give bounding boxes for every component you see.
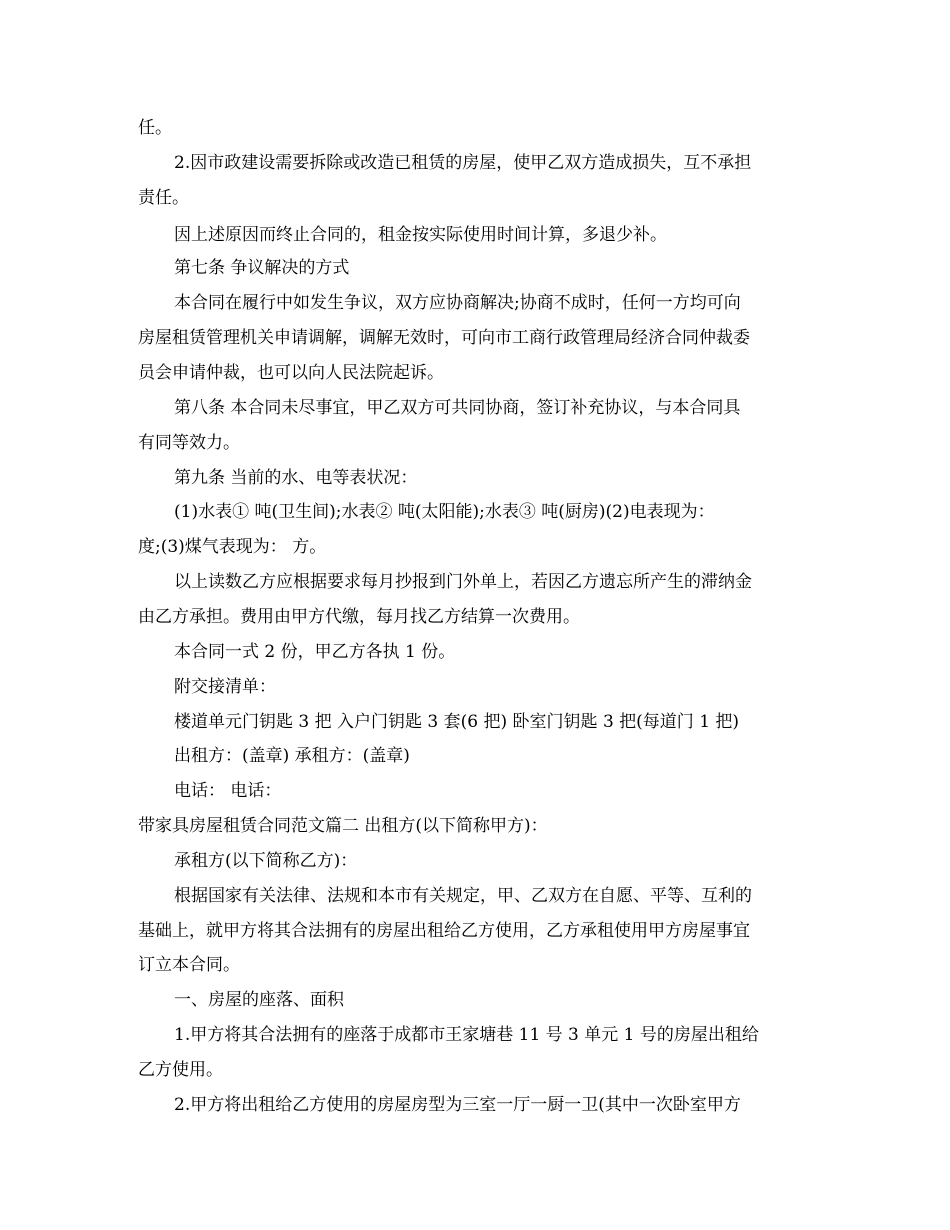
text-line: 乙方使用。 <box>138 1060 223 1080</box>
article-heading: 第九条 当前的水、电等表状况： <box>174 468 418 488</box>
text-line: 房屋租赁管理机关申请调解，调解无效时，可向市工商行政管理局经济合同仲裁委 <box>138 328 750 348</box>
signature-line: 出租方：(盖章) 承租方：(盖章) <box>174 746 410 766</box>
text-line: 附交接清单： <box>174 677 276 697</box>
text-line: 第八条 本合同未尽事宜，甲乙双方可共同协商，签订补充协议，与本合同具 <box>174 398 741 418</box>
section-heading: 一、房屋的座落、面积 <box>174 990 344 1010</box>
text-line: 订立本合同。 <box>138 955 240 975</box>
text-line: 由乙方承担。费用由甲方代缴，每月找乙方结算一次费用。 <box>138 607 580 627</box>
text-line: 基础上，就甲方将其合法拥有的房屋出租给乙方使用，乙方承租使用甲方房屋事宜 <box>138 921 750 941</box>
text-line: 本合同一式 2 份，甲乙方各执 1 份。 <box>174 642 456 662</box>
text-line: 任。 <box>138 118 172 138</box>
phone-line: 电话： 电话： <box>174 781 282 801</box>
text-line: 度;(3)煤气表现为： 方。 <box>138 537 327 557</box>
article-heading: 第七条 争议解决的方式 <box>174 258 350 278</box>
text-line: 1.甲方将其合法拥有的座落于成都市王家塘巷 11 号 3 单元 1 号的房屋出租给 <box>174 1025 759 1045</box>
text-line: 2.甲方将出租给乙方使用的房屋房型为三室一厅一厨一卫(其中一次卧室甲方 <box>174 1095 741 1115</box>
text-line: 根据国家有关法律、法规和本市有关规定，甲、乙双方在自愿、平等、互利的 <box>174 886 752 906</box>
text-line: 2.因市政建设需要拆除或改造已租赁的房屋，使甲乙双方造成损失，互不承担 <box>174 153 752 173</box>
text-line: 以上读数乙方应根据要求每月抄报到门外单上，若因乙方遗忘所产生的滞纳金 <box>174 572 752 592</box>
text-line: 本合同在履行中如发生争议，双方应协商解决;协商不成时，任何一方均可向 <box>174 293 741 313</box>
text-line: 责任。 <box>138 188 189 208</box>
text-line: 因上述原因而终止合同的，租金按实际使用时间计算，多退少补。 <box>174 225 667 245</box>
text-line: 楼道单元门钥匙 3 把 入户门钥匙 3 套(6 把) 卧室门钥匙 3 把(每道门 1 把) <box>174 712 740 732</box>
text-line: 有同等效力。 <box>138 433 240 453</box>
text-line: 承租方(以下简称乙方)： <box>174 851 358 871</box>
text-line: (1)水表① 吨(卫生间);水表② 吨(太阳能);水表③ 吨(厨房)(2)电表现为： <box>174 502 715 522</box>
section-title: 带家具房屋租赁合同范文篇二 出租方(以下简称甲方)： <box>138 816 548 836</box>
text-line: 员会申请仲裁，也可以向人民法院起诉。 <box>138 363 444 383</box>
